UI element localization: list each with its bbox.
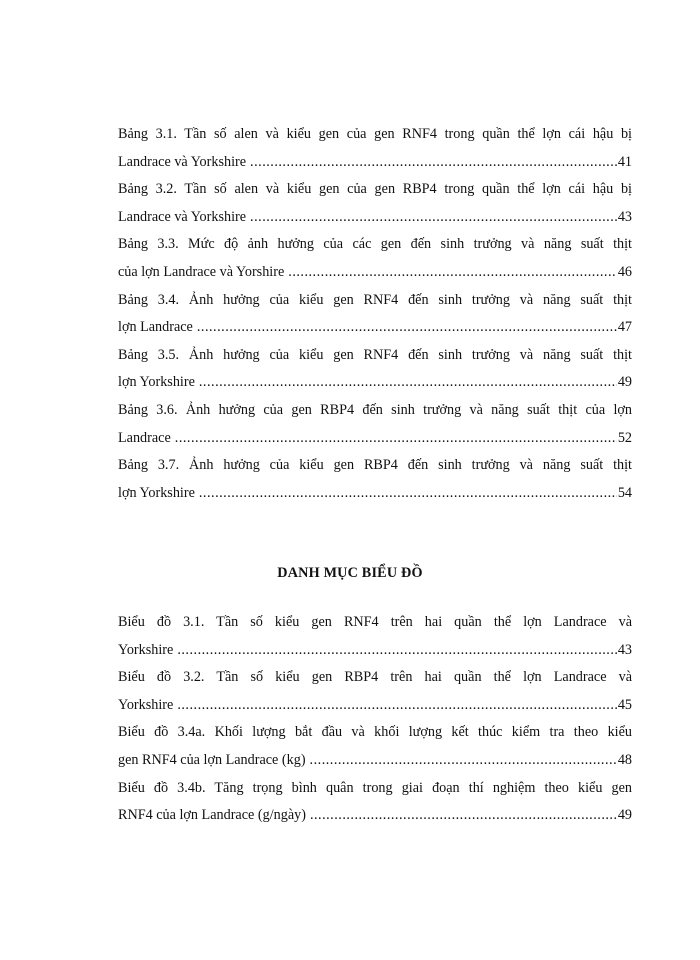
toc-entry-title: Bảng 3.1. Tần số alen và kiểu gen của gen RNF4 trong quần thể lợn cái hậu bị (118, 126, 632, 142)
toc-entry-title-cont: Yorkshire (118, 696, 174, 713)
toc-entry-title-cont: gen RNF4 của lợn Landrace (kg) (118, 751, 306, 768)
toc-entry-table-3-4[interactable] (118, 290, 632, 345)
toc-entry-continuation (118, 428, 632, 456)
page-number: 43 (617, 641, 632, 658)
toc-entry-table-3-6[interactable] (118, 400, 632, 455)
toc-entry-continuation (118, 805, 632, 833)
toc-entry-continuation (118, 317, 632, 345)
toc-entry-continuation (118, 695, 632, 723)
toc-entry-table-3-3[interactable] (118, 234, 632, 289)
charts-section-heading: DANH MỤC BIỂU ĐỒ (277, 565, 423, 581)
page-number: 46 (617, 263, 632, 280)
toc-entry-title: Bảng 3.6. Ảnh hưởng của gen RBP4 đến sinh trưởng và năng suất thịt của lợn (118, 401, 632, 418)
page-number: 43 (617, 208, 632, 225)
chart-list (118, 612, 632, 833)
toc-entry-continuation (118, 372, 632, 400)
toc-entry-title-cont: Yorkshire (118, 641, 174, 658)
page-number: 52 (617, 429, 632, 446)
toc-entry-title-cont: RNF4 của lợn Landrace (g/ngày) (118, 807, 306, 824)
dot-leader (175, 428, 617, 448)
toc-entry-chart-3-2[interactable] (118, 667, 632, 722)
toc-entry-title-cont: Landrace và Yorkshire (118, 153, 247, 170)
toc-entry-title-cont: lợn Yorkshire (118, 484, 195, 501)
dot-leader (310, 750, 617, 770)
dot-leader (177, 640, 616, 660)
toc-entry-title: Biểu đồ 3.1. Tần số kiểu gen RNF4 trên hai quần thể lợn Landrace và (118, 614, 632, 630)
toc-entry-title: Bảng 3.3. Mức độ ảnh hưởng của các gen đến sinh trưởng và năng suất thịt (118, 236, 632, 253)
page-number: 54 (617, 484, 632, 501)
toc-entry-table-3-5[interactable] (118, 345, 632, 400)
toc-entry-title: Biểu đồ 3.4b. Tăng trọng bình quân trong giai đoạn thí nghiệm theo kiểu gen (118, 779, 632, 796)
toc-entry-chart-3-4a[interactable] (118, 722, 632, 777)
dot-leader (250, 207, 617, 227)
toc-entry-title-cont: lợn Yorkshire (118, 374, 195, 391)
toc-entry-continuation (118, 152, 632, 180)
toc-entry-title: Bảng 3.2. Tần số alen và kiểu gen của gen RBP4 trong quần thể lợn cái hậu bị (118, 181, 632, 198)
toc-entry-title: Bảng 3.7. Ảnh hưởng của kiểu gen RBP4 đến sinh trưởng và năng suất thịt (118, 457, 632, 474)
page-number: 47 (617, 319, 632, 336)
toc-entry-title: Bảng 3.5. Ảnh hưởng của kiểu gen RNF4 đến sinh trưởng và năng suất thịt (118, 346, 632, 363)
toc-entry-table-3-7[interactable] (118, 455, 632, 510)
page-number: 48 (617, 751, 632, 768)
dot-leader (199, 372, 617, 392)
toc-entry-continuation (118, 483, 632, 511)
dot-leader (250, 152, 617, 172)
dot-leader (310, 805, 617, 825)
table-list (118, 124, 632, 510)
dot-leader (288, 262, 617, 282)
toc-entry-table-3-2[interactable] (118, 179, 632, 234)
toc-entry-title-cont: Landrace và Yorkshire (118, 208, 247, 225)
page-number: 45 (617, 696, 632, 713)
toc-entry-chart-3-1[interactable] (118, 612, 632, 667)
toc-entry-title: Biểu đồ 3.2. Tần số kiểu gen RBP4 trên hai quần thể lợn Landrace và (118, 669, 632, 686)
toc-entry-continuation (118, 640, 632, 668)
dot-leader (199, 483, 617, 503)
toc-entry-title-cont: của lợn Landrace và Yorshire (118, 263, 285, 280)
page-number: 41 (617, 153, 632, 170)
toc-entry-title-cont: lợn Landrace (118, 319, 193, 336)
toc-entry-table-3-1[interactable] (118, 124, 632, 179)
toc-entry-continuation (118, 207, 632, 235)
dot-leader (177, 695, 616, 715)
toc-entry-continuation (118, 750, 632, 778)
toc-entry-title-cont: Landrace (118, 429, 171, 446)
page-number: 49 (617, 807, 632, 824)
toc-entry-chart-3-4b[interactable] (118, 778, 632, 833)
toc-entry-continuation (118, 262, 632, 290)
toc-entry-title: Biểu đồ 3.4a. Khối lượng bắt đầu và khối lượng kết thúc kiểm tra theo kiểu (118, 724, 632, 741)
dot-leader (197, 317, 617, 337)
page-number: 49 (617, 374, 632, 391)
toc-entry-title: Bảng 3.4. Ảnh hưởng của kiểu gen RNF4 đến sinh trưởng và năng suất thịt (118, 291, 632, 308)
